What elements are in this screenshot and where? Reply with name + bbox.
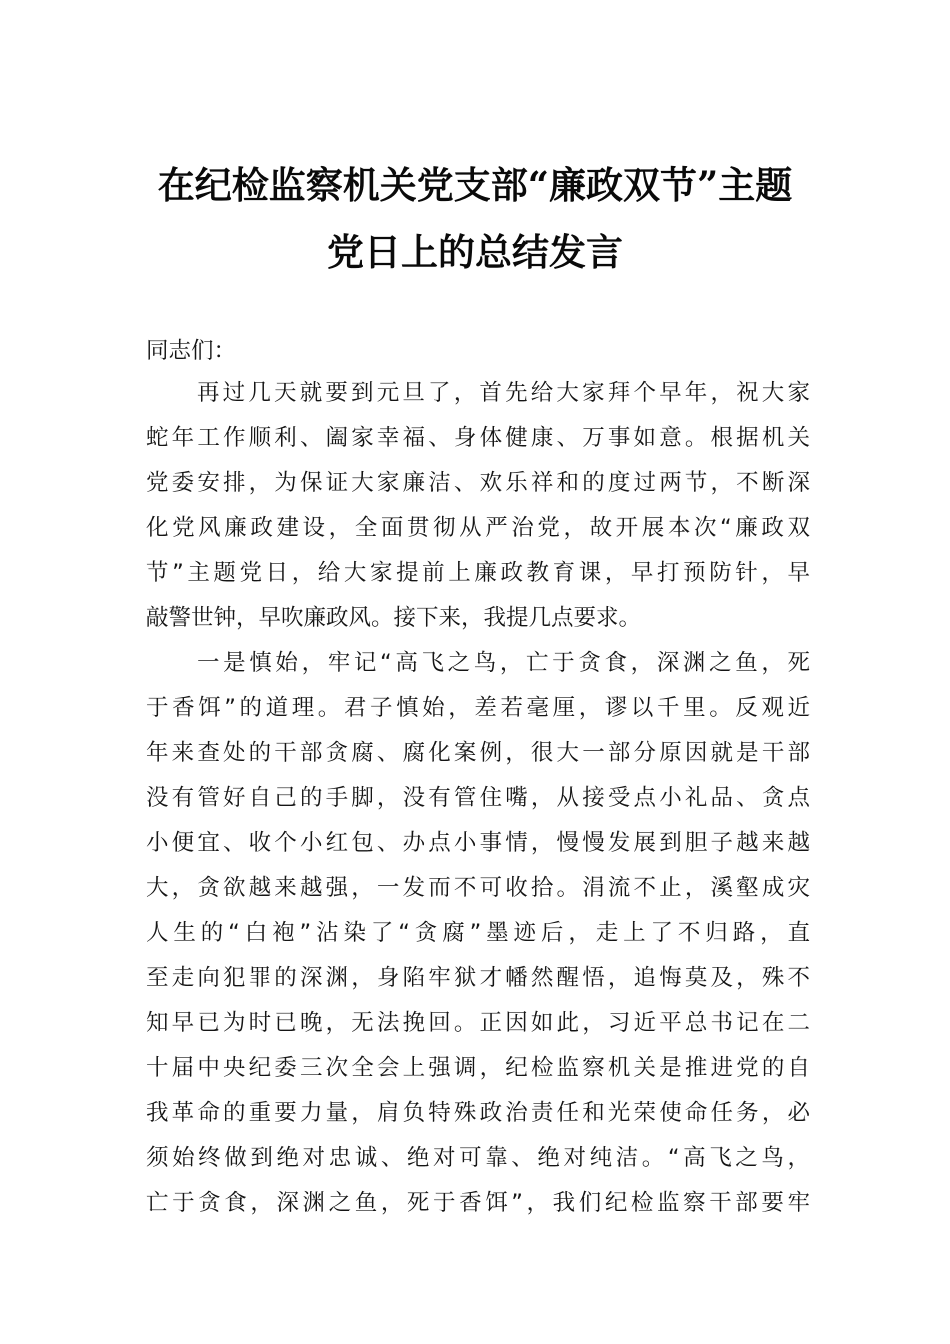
paragraph-line: 一是慎始，牢记“高飞之鸟，亡于贪食，深渊之鱼，死 [197, 650, 810, 676]
document-title-line-1: 在纪检监察机关党支部“廉政双节”主题 [157, 163, 793, 207]
paragraph-line: 蛇年工作顺利、阖家幸福、身体健康、万事如意。根据机关 [146, 425, 810, 451]
paragraph-line: 大，贪欲越来越强，一发而不可收拾。涓流不止，溪壑成灾 [146, 875, 810, 901]
paragraph-line: 至走向犯罪的深渊，身陷牢狱才幡然醒悟，追悔莫及，殊不 [146, 965, 810, 991]
paragraph-line: 知早已为时已晚，无法挽回。正因如此，习近平总书记在二 [146, 1010, 810, 1036]
paragraph-line: 亡于贪食，深渊之鱼，死于香饵”，我们纪检监察干部要牢 [146, 1190, 810, 1216]
paragraph-line: 十届中央纪委三次全会上强调，纪检监察机关是推进党的自 [146, 1055, 810, 1081]
paragraph-line: 党委安排，为保证大家廉洁、欢乐祥和的度过两节，不断深 [146, 470, 810, 496]
paragraph-line: 我革命的重要力量，肩负特殊政治责任和光荣使命任务，必 [146, 1100, 810, 1126]
paragraph-line: 没有管好自己的手脚，没有管住嘴，从接受点小礼品、贪点 [146, 785, 810, 811]
paragraph-line: 小便宜、收个小红包、办点小事情，慢慢发展到胆子越来越 [146, 830, 810, 856]
paragraph-line: 节”主题党日，给大家提前上廉政教育课，早打预防针，早 [146, 560, 810, 586]
paragraph-line: 于香饵”的道理。君子慎始，差若毫厘，谬以千里。反观近 [146, 695, 810, 721]
paragraph-line: 年来查处的干部贪腐、腐化案例，很大一部分原因就是干部 [146, 740, 810, 766]
paragraph-line: 须始终做到绝对忠诚、绝对可靠、绝对纯洁。“高飞之鸟， [146, 1145, 810, 1171]
paragraph-line: 人生的“白袍”沾染了“贪腐”墨迹后，走上了不归路，直 [146, 920, 810, 946]
document-title-line-2: 党日上的总结发言 [327, 230, 623, 274]
paragraph-line: 化党风廉政建设，全面贯彻从严治党，故开展本次“廉政双 [146, 515, 810, 541]
salutation: 同志们： [146, 338, 237, 364]
paragraph-line: 敲警世钟，早吹廉政风。接下来，我提几点要求。 [146, 605, 642, 631]
paragraph-line: 再过几天就要到元旦了，首先给大家拜个早年，祝大家 [197, 380, 810, 406]
